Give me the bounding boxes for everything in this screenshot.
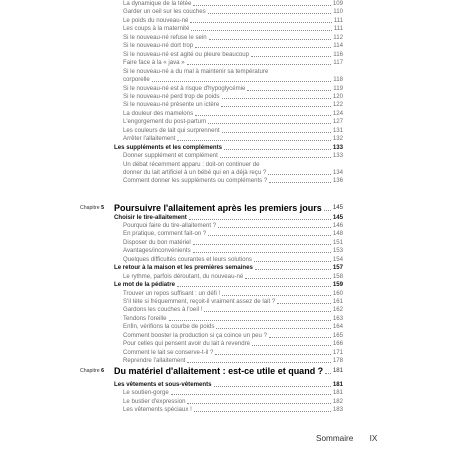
entry-title: Choisir le tire-allaitement [114,213,187,221]
entry-title: Les vêtements spéciaux ! [123,406,192,414]
dot-leader [222,132,331,133]
dot-leader [193,5,331,6]
entry-title: Si le nouveau-né est à risque d'hypoglycémie [123,84,246,92]
dot-leader [195,47,331,48]
dot-leader [187,64,331,65]
entry-page-number: 119 [333,84,343,92]
dot-leader [193,244,331,245]
toc-section [114,281,343,289]
toc-entry [123,127,343,135]
dot-leader [177,286,331,287]
dot-leader [216,328,331,329]
entry-title: Le bustier d'expression [123,397,186,405]
entry-page-number: 109 [332,0,343,7]
dot-leader [251,56,331,57]
dot-leader [187,403,331,404]
toc-entry [123,118,343,126]
entry-title: Pour celles qui pensent avoir du lait à revendre [123,340,251,348]
entry-page-number: 146 [332,221,343,229]
entry-page-number: 136 [332,177,343,185]
entry-title: Un débat récemment apparu : doit-on continuer de [123,160,260,168]
entry-page-number: 133 [332,152,343,160]
toc-entry [123,101,343,109]
entry-title: Si le nouveau-né est agité ou pleure beaucoup [123,50,250,58]
dot-leader [277,303,331,304]
entry-page-number: 118 [333,76,343,84]
chapter-heading [114,366,343,376]
toc-entry [123,298,343,306]
entry-title: Comment donner les suppléments ou compléments ? [123,177,268,185]
dot-leader [215,354,331,355]
toc-entry [123,8,343,16]
entry-page-number: 157 [332,264,343,272]
entry-title: Poursuivre l'allaitement après les premiers jours [114,203,322,213]
entry-page-number: 127 [332,118,343,126]
entry-title: Les couleurs de lait qui surprennent [123,126,220,134]
entry-page-number: 131 [332,126,343,134]
dot-leader [169,320,331,321]
dot-leader [191,30,332,31]
entry-title: Gardons les couches à l'oeil ! [123,306,203,314]
entry-page-number: 161 [332,298,343,305]
entry-page-number: 153 [332,247,343,255]
chapter-number: 6 [101,367,104,374]
toc-entry [123,17,343,25]
entry-page-number: 181 [332,389,343,397]
toc-entry [123,323,343,331]
dot-leader [245,278,331,279]
entry-title: Arrêter l'allaitement [123,135,176,143]
dot-leader [269,337,331,338]
entry-page-number: 178 [332,357,343,365]
entry-title: Garder un oeil sur les couches [123,8,206,16]
dot-leader [255,269,331,270]
toc-entry [123,340,343,348]
entry-title: Comment le lait se conserve-t-il ? [123,348,214,356]
toc-section [114,264,343,272]
entry-title: Le mot de la pédiatre [114,281,175,289]
entry-page-number: 117 [333,59,343,67]
dot-leader [195,115,331,116]
entry-title: Donner supplément et complément [123,152,218,160]
entry-page-number: 159 [332,281,343,289]
toc-entry [123,34,343,42]
dot-leader [152,81,331,82]
entry-page-number: 163 [332,314,343,322]
toc-entry [123,68,343,76]
toc-entry [123,357,343,365]
entry-title: Faire face à la « java » [123,59,185,67]
dot-leader [325,373,331,374]
entry-title: corporelle [123,76,150,84]
entry-title: Du matériel d'allaitement : est-ce utile et quand ? [114,365,324,376]
dot-leader [221,106,331,107]
entry-page-number: 124 [332,109,343,117]
toc-entry [123,398,343,406]
entry-title: Le retour à la maison et les premières semaines [114,264,253,272]
entry-page-number: 132 [332,135,343,143]
entry-page-number: 114 [333,42,343,50]
toc-entry [123,406,343,414]
entry-page-number: 111 [333,16,343,24]
toc-entry [123,51,343,59]
entry-title: La douleur des mamelons [123,109,194,117]
dot-leader [247,90,331,91]
entry-title: Si le nouveau-né refuse le sein [123,33,207,41]
entry-page-number: 145 [332,213,343,221]
dot-leader [220,157,331,158]
dot-leader [208,123,331,124]
entry-title: Comment booster la production si ça coince un peu ? [123,331,267,339]
footer-label: Sommaire [316,434,354,443]
entry-title: Le soutien-gorge [123,389,169,397]
toc-entry [123,247,343,255]
dot-leader [190,22,332,23]
toc-entry [123,177,343,185]
entry-title: Les vêtements et sous-vêtements [114,381,212,388]
dot-leader [209,39,331,40]
toc-entry [123,161,343,169]
toc-entry [123,256,343,264]
dot-leader [204,311,331,312]
entry-page-number: 171 [332,348,343,356]
dot-leader [194,411,331,412]
toc-entry [123,230,343,238]
entry-page-number: 110 [333,8,343,16]
entry-title: Disposer du bon matériel [123,238,191,246]
entry-title: Les suppléments et les compléments [114,143,223,151]
dot-leader [214,386,331,387]
toc-entry [123,273,343,281]
entry-title: Avantages/inconvénients [123,247,191,255]
footer-page-number: IX [369,434,378,443]
toc-entry [123,59,343,67]
entry-title: Trouver un repos suffisant : un défi ! [123,289,221,297]
chapter-heading [114,203,343,213]
dot-leader [224,149,331,150]
toc-entry [123,93,343,101]
dot-leader [268,174,331,175]
dot-leader [252,345,331,346]
entry-title: Enfin, vérifions la courbe de poids [123,323,215,331]
entry-page-number: 116 [333,50,343,58]
dot-leader [208,235,331,236]
entry-page-number: 162 [332,306,343,314]
entry-title: Les coups à la maternité [123,25,190,33]
toc-entry [123,76,343,84]
entry-title: Quelques difficultés courantes et leurs solutions [123,255,252,263]
entry-page-number: 166 [332,340,343,348]
toc-entry [123,222,343,230]
entry-page-number: 181 [332,381,343,388]
toc-entry [123,85,343,93]
entry-page-number: 111 [333,25,343,33]
dot-leader [324,210,331,211]
entry-page-number: 154 [332,255,343,263]
toc-section [114,214,343,222]
toc-entry [123,169,343,177]
entry-page-number: 183 [332,406,343,414]
entry-page-number: 120 [332,92,343,100]
entry-title: donner du lait artificiel à un bébé qui en a déjà reçu ? [123,169,267,176]
entry-page-number: 134 [332,169,343,176]
toc-entry [123,25,343,33]
entry-title: Si le nouveau-né a du mal à maintenir sa température [123,67,269,75]
entry-page-number: 165 [332,331,343,339]
dot-leader [189,219,331,220]
entry-page-number: 164 [332,323,343,331]
entry-page-number: 122 [332,101,343,109]
chapter-label-text: Chapitre [80,205,100,211]
entry-page-number: 151 [332,238,343,246]
toc-section [114,381,343,389]
entry-page-number: 148 [332,230,343,238]
entry-title: Le rythme, parfois déroutant, du nouveau-né [123,272,244,280]
dot-leader [254,261,331,262]
toc-entry [123,152,343,160]
entry-title: En pratique, comment fait-on ? [123,230,207,238]
entry-title: L'engorgement du post-partum [123,118,207,126]
dot-leader [187,362,331,363]
entry-title: Pourquoi faire du tire-allaitement ? [123,221,217,229]
toc-entry [123,349,343,357]
entry-title: Reprendre l'allaitement [123,357,186,365]
entry-page-number: 145 [332,204,343,211]
toc-entry [123,239,343,247]
toc-entry [123,389,343,397]
entry-page-number: 133 [332,143,343,151]
entry-page-number: 112 [333,33,343,41]
entry-page-number: 160 [332,289,343,297]
entry-title: Tendons l'oreille [123,314,167,322]
dot-leader [218,227,331,228]
entry-title: S'il tète si fréquemment, reçoit-il vraiment assez de lait ? [123,298,276,305]
toc-entry [123,135,343,143]
page-footer [316,434,377,443]
chapter-label-text: Chapitre [80,367,100,374]
dot-leader [177,140,331,141]
toc-entry [123,290,343,298]
entry-title: Si le nouveau-né perd trop de poids [123,92,220,100]
dot-leader [269,182,331,183]
entry-page-number: 158 [332,272,343,280]
dot-leader [222,295,331,296]
toc-entry [123,42,343,50]
dot-leader [208,13,331,14]
entry-title: Si le nouveau-né dort trop [123,42,194,50]
dot-leader [171,394,331,395]
chapter-number: 5 [101,205,104,211]
toc-section [114,144,343,152]
toc-entry [123,315,343,323]
dot-leader [193,252,331,253]
entry-page-number: 182 [332,397,343,405]
chapter-label [80,366,104,376]
entry-title: Le poids du nouveau-né [123,16,189,24]
toc-entry [123,306,343,314]
chapter-label [80,203,104,213]
toc-entry [123,0,343,8]
toc-entry [123,332,343,340]
toc-entry [123,110,343,118]
entry-title: La dynamique de la tétée [123,0,192,7]
dot-leader [222,98,331,99]
entry-page-number: 181 [332,366,343,374]
entry-title: Si le nouveau-né présente un ictère [123,101,220,109]
